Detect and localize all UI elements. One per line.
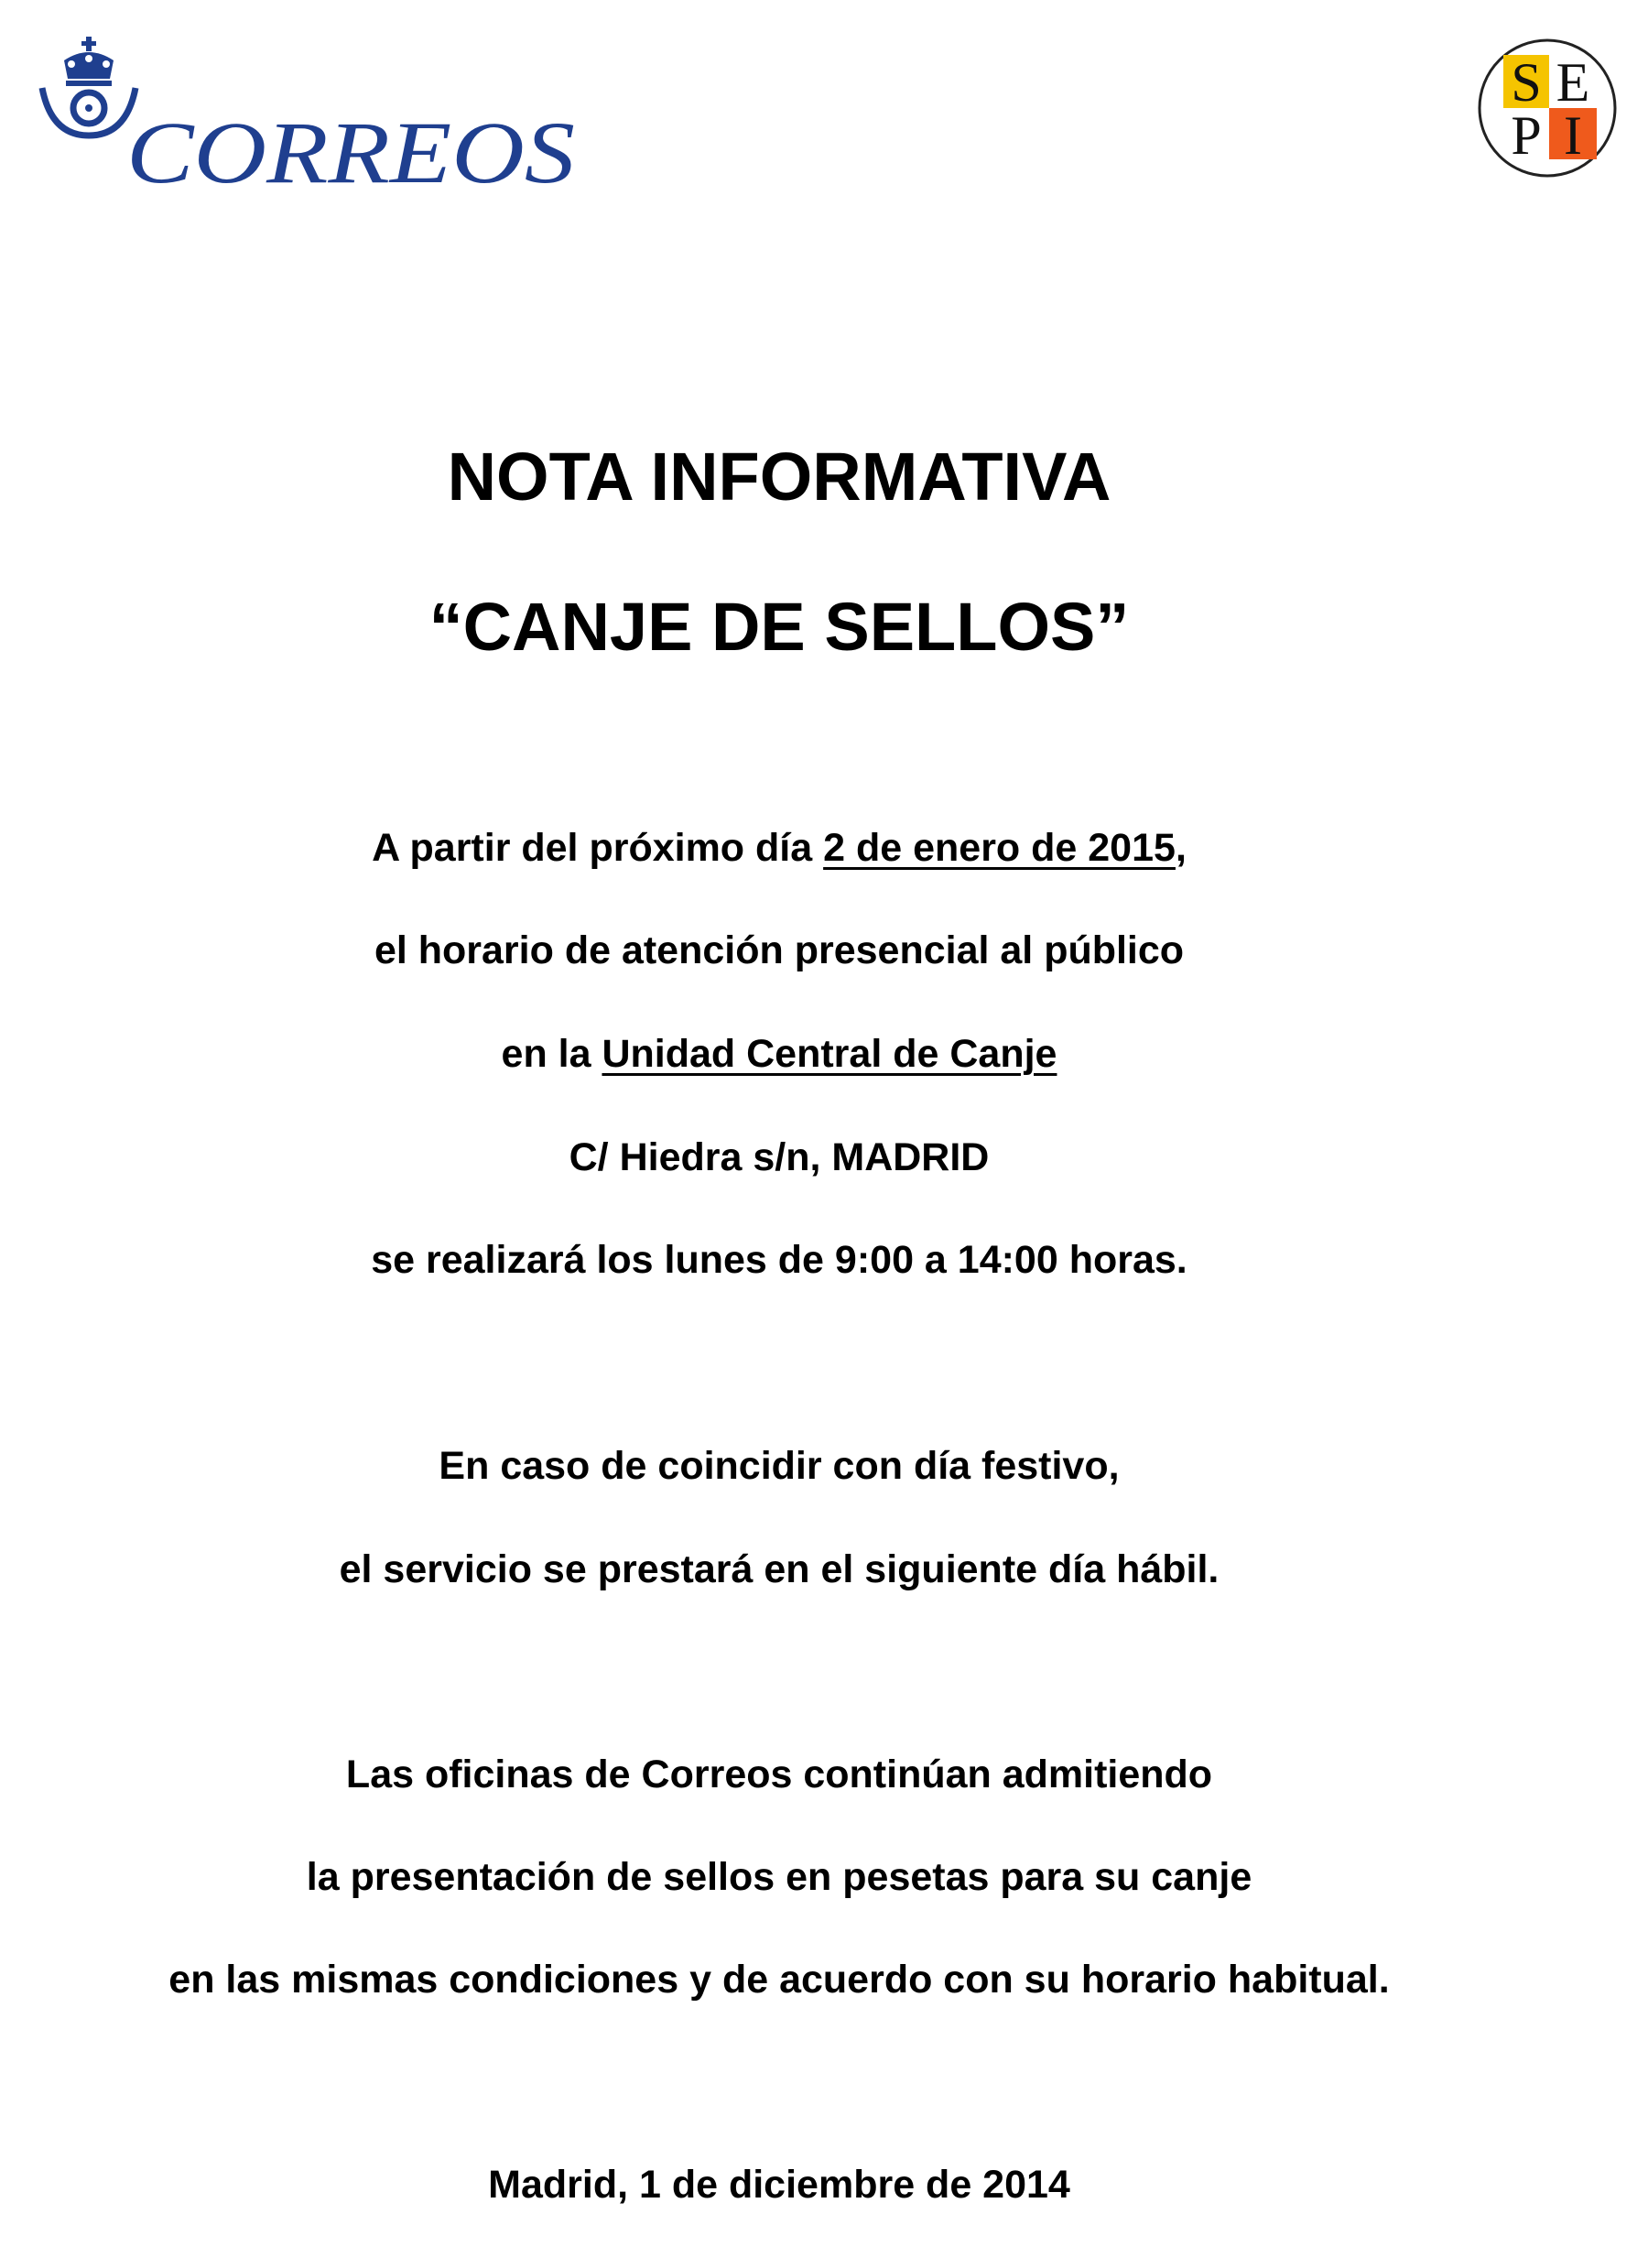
sepi-letter-e: E xyxy=(1556,52,1590,113)
body-line-next-day: el servicio se prestará en el siguiente día hábil. xyxy=(339,1547,1220,1591)
sepi-letter-s: S xyxy=(1511,52,1542,113)
body-line-address: C/ Hiedra s/n, MADRID xyxy=(569,1135,990,1179)
body-line-schedule: el horario de atención presencial al público xyxy=(374,928,1185,972)
unit-name: Unidad Central de Canje xyxy=(602,1032,1057,1076)
document-title: NOTA INFORMATIVA xyxy=(447,439,1111,515)
body-line-unit: en la Unidad Central de Canje xyxy=(501,1032,1057,1076)
correos-logo xyxy=(37,33,586,198)
body-line-holiday: En caso de coincidir con día festivo, xyxy=(439,1444,1120,1488)
sepi-logo xyxy=(1476,37,1619,179)
document-subtitle: “CANJE DE SELLOS” xyxy=(428,589,1130,665)
body-line-start-date: A partir del próximo día 2 de enero de 2015, xyxy=(372,826,1187,870)
start-date: 2 de enero de 2015 xyxy=(823,826,1176,870)
footer-date: Madrid, 1 de diciembre de 2014 xyxy=(488,2163,1070,2207)
sepi-letter-p: P xyxy=(1511,105,1542,166)
correos-wordmark: CORREOS xyxy=(126,103,575,198)
crown-posthorn-icon xyxy=(42,37,136,136)
sepi-letter-i: I xyxy=(1564,105,1582,166)
body-line-offices: Las oficinas de Correos continúan admitiendo xyxy=(345,1753,1213,1796)
body-line-pesetas: la presentación de sellos en pesetas para su canje xyxy=(306,1855,1252,1899)
body-line-conditions: en las mismas condiciones y de acuerdo con su horario habitual. xyxy=(168,1958,1390,2002)
body-line-hours: se realizará los lunes de 9:00 a 14:00 horas. xyxy=(371,1238,1187,1282)
